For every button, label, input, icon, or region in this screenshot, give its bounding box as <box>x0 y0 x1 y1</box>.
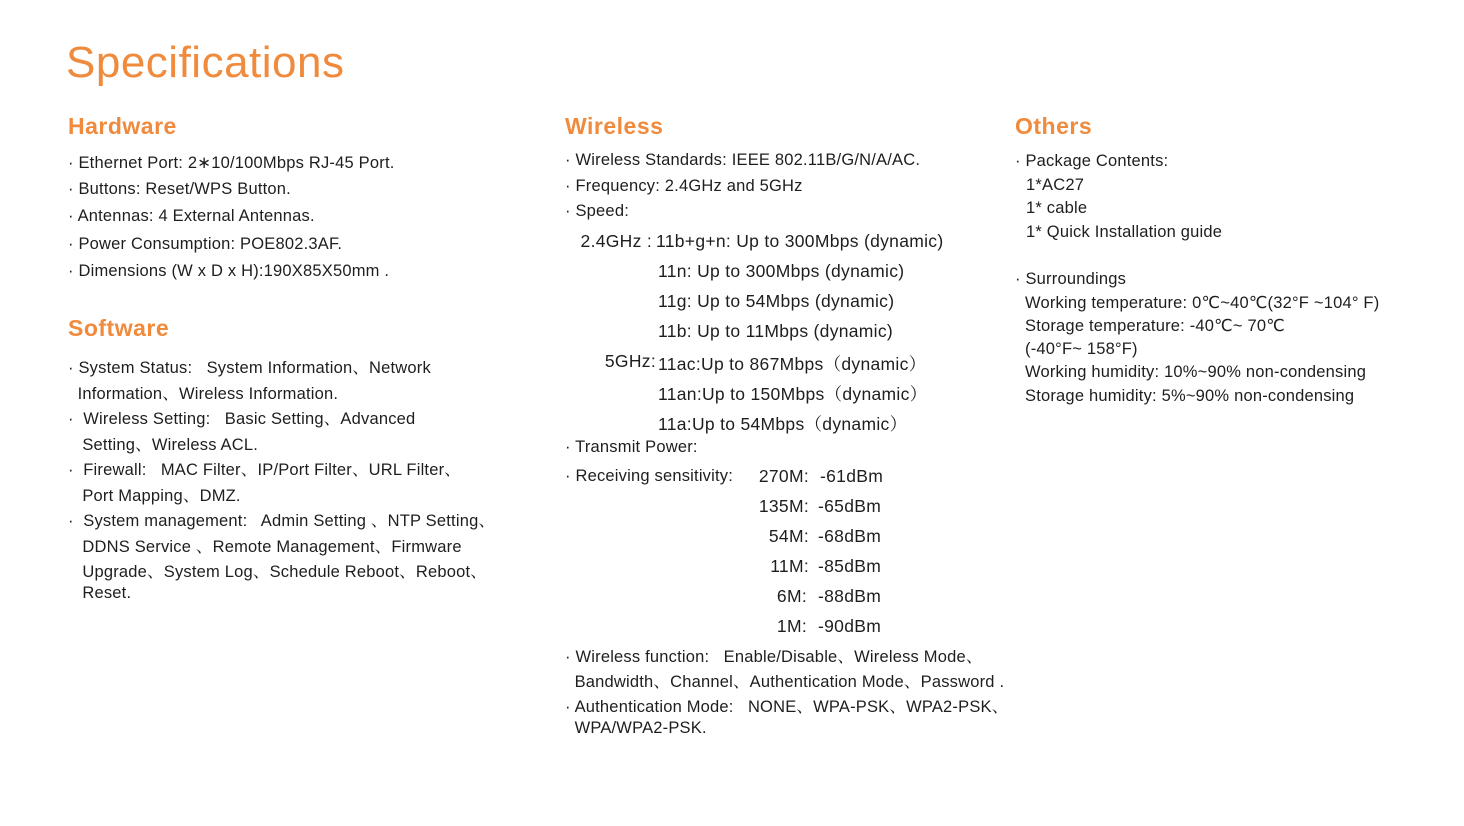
band-5ghz-label: 5GHz: <box>604 351 656 371</box>
surroundings-line: (-40°F~ 158°F) <box>1025 340 1138 358</box>
sensitivity-rate: 1M: <box>776 616 807 636</box>
sensitivity-value: -61dBm <box>820 466 884 486</box>
hardware-item: · Antennas: 4 External Antennas. <box>68 207 315 225</box>
speed-line: 11an:Up to 150Mbps（dynamic） <box>658 384 928 404</box>
software-line: Information、Wireless Information. <box>68 385 339 403</box>
wireless-function-line: Bandwidth、Channel、Authentication Mode、Password . <box>565 673 1005 691</box>
wireless-function-line: · Wireless function: Enable/Disable、Wireless Mode、 <box>565 648 983 666</box>
sensitivity-rate: 270M: <box>758 466 809 486</box>
software-line: Port Mapping、DMZ. <box>68 487 241 505</box>
sensitivity-label: · Receiving sensitivity: <box>565 467 734 485</box>
sensitivity-value: -90dBm <box>818 616 882 636</box>
hardware-item: · Buttons: Reset/WPS Button. <box>68 180 291 198</box>
hardware-item: · Ethernet Port: 2∗10/100Mbps RJ-45 Port. <box>68 154 395 172</box>
wireless-speed-label: · Speed: <box>565 202 629 220</box>
transmit-power-label: · Transmit Power: <box>565 438 698 456</box>
surroundings-line: Working temperature: 0℃~40℃(32°F ~104° F) <box>1025 294 1380 312</box>
surroundings-line: Storage temperature: -40℃~ 70℃ <box>1025 317 1285 335</box>
speed-line: 11b+g+n: Up to 300Mbps (dynamic) <box>656 231 944 251</box>
band-2-4ghz-label: 2.4GHz : <box>580 231 652 251</box>
speed-line: 11ac:Up to 867Mbps（dynamic） <box>658 354 927 374</box>
package-item: 1* Quick Installation guide <box>1026 223 1223 241</box>
software-line: DDNS Service 、Remote Management、Firmware <box>68 538 462 556</box>
speed-line: 11n: Up to 300Mbps (dynamic) <box>658 261 905 281</box>
wireless-function-line: · Authentication Mode: NONE、WPA-PSK、WPA2-PSK、 <box>565 698 1009 716</box>
software-line: Reset. <box>68 584 132 602</box>
package-item: 1* cable <box>1026 199 1088 217</box>
sensitivity-rate: 11M: <box>770 556 809 576</box>
software-line: · Firewall: MAC Filter、IP/Port Filter、URL Filter、 <box>68 461 461 479</box>
wireless-function-line: WPA/WPA2-PSK. <box>565 719 707 737</box>
surroundings-line: Storage humidity: 5%~90% non-condensing <box>1025 387 1355 405</box>
sensitivity-value: -88dBm <box>818 586 882 606</box>
sensitivity-rate: 135M: <box>758 496 809 516</box>
surroundings-label: · Surroundings <box>1015 270 1127 288</box>
others-heading: Others <box>1015 113 1093 139</box>
hardware-item: · Power Consumption: POE802.3AF. <box>68 235 343 253</box>
surroundings-line: Working humidity: 10%~90% non-condensing <box>1025 363 1367 381</box>
sensitivity-value: -85dBm <box>818 556 882 576</box>
wireless-heading: Wireless <box>565 113 664 139</box>
software-heading: Software <box>68 315 170 341</box>
speed-line: 11a:Up to 54Mbps（dynamic） <box>658 414 908 434</box>
package-contents-label: · Package Contents: <box>1015 152 1169 170</box>
wireless-standards: · Wireless Standards: IEEE 802.11B/G/N/A/AC. <box>565 151 921 169</box>
wireless-frequency: · Frequency: 2.4GHz and 5GHz <box>565 177 803 195</box>
hardware-item: · Dimensions (W x D x H):190X85X50mm . <box>68 262 390 280</box>
sensitivity-value: -65dBm <box>818 496 882 516</box>
software-line: · System Status: System Information、Network <box>68 359 431 377</box>
sensitivity-rate: 6M: <box>776 586 807 606</box>
hardware-heading: Hardware <box>68 113 177 139</box>
software-line: Upgrade、System Log、Schedule Reboot、Reboot、 <box>68 563 487 581</box>
package-item: 1*AC27 <box>1026 176 1085 194</box>
software-line: Setting、Wireless ACL. <box>68 436 259 454</box>
software-line: · System management: Admin Setting 、NTP Setting、 <box>68 512 496 530</box>
page-title: Specifications <box>66 38 345 87</box>
speed-line: 11g: Up to 54Mbps (dynamic) <box>658 291 895 311</box>
speed-line: 11b: Up to 11Mbps (dynamic) <box>658 321 894 341</box>
sensitivity-value: -68dBm <box>818 526 882 546</box>
software-line: · Wireless Setting: Basic Setting、Advanced <box>68 410 416 428</box>
sensitivity-rate: 54M: <box>768 526 809 546</box>
